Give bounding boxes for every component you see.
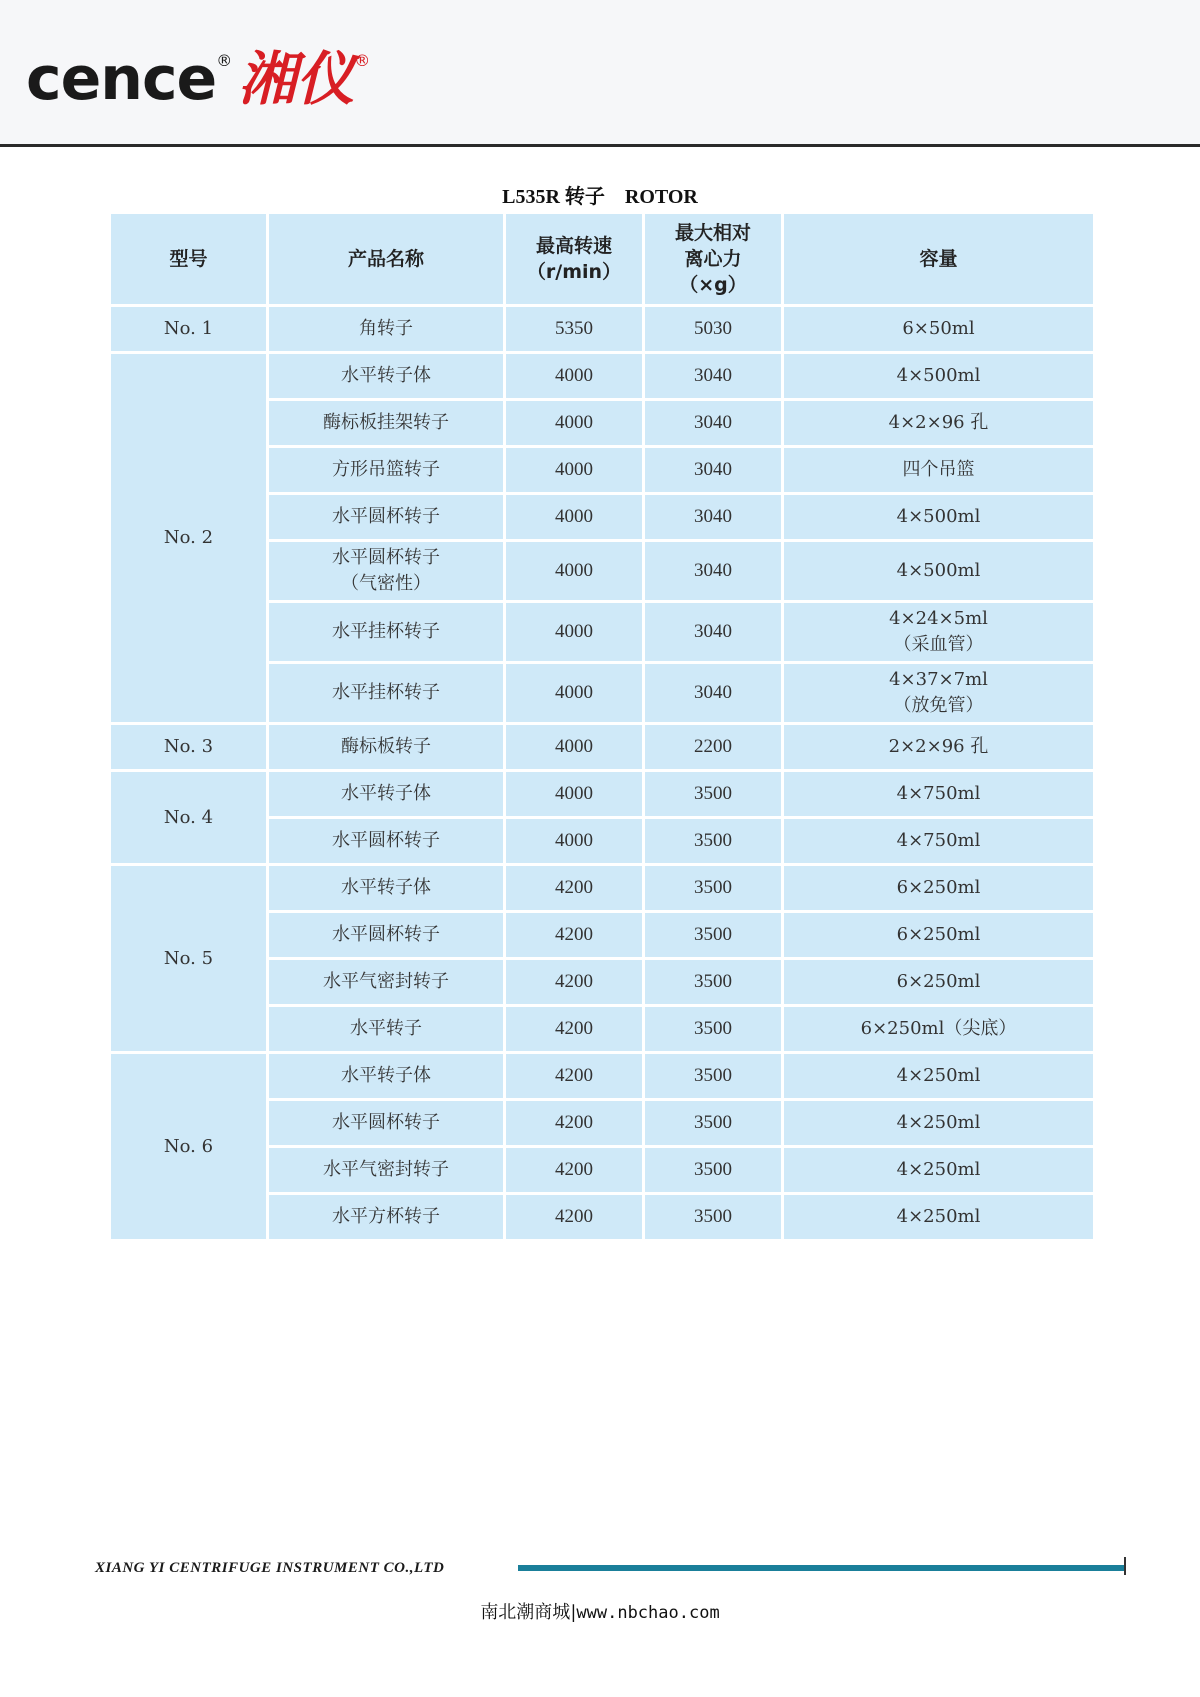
max-speed-cell: 4000 bbox=[506, 603, 642, 661]
capacity-cell: 4×500ml bbox=[784, 542, 1093, 600]
max-speed-cell: 4000 bbox=[506, 725, 642, 769]
table-header-row bbox=[111, 214, 1093, 304]
footer-accent-bar bbox=[518, 1565, 1126, 1571]
model-cell: No. 6 bbox=[111, 1054, 266, 1239]
product-name-cell: 酶标板转子 bbox=[269, 725, 503, 769]
capacity-cell: 4×250ml bbox=[784, 1195, 1093, 1239]
product-name-cell: 水平挂杯转子 bbox=[269, 603, 503, 661]
header-rcf: 最大相对 离心力 （×g） bbox=[645, 214, 781, 304]
product-name-cell: 水平圆杯转子 bbox=[269, 1101, 503, 1145]
max-rcf-cell: 3040 bbox=[645, 542, 781, 600]
capacity-cell: 4×750ml bbox=[784, 819, 1093, 863]
max-rcf-cell: 3500 bbox=[645, 1101, 781, 1145]
registered-mark-cn: ® bbox=[354, 51, 371, 70]
header-name: 产品名称 bbox=[269, 214, 503, 304]
capacity-cell: 4×500ml bbox=[784, 354, 1093, 398]
product-name-cell: 水平圆杯转子 bbox=[269, 819, 503, 863]
max-speed-cell: 4000 bbox=[506, 448, 642, 492]
table-row bbox=[111, 354, 1093, 398]
header-divider bbox=[0, 144, 1200, 147]
max-speed-cell: 5350 bbox=[506, 307, 642, 351]
max-rcf-cell: 3500 bbox=[645, 1054, 781, 1098]
logo-cn-text: 湘仪 bbox=[238, 45, 355, 113]
max-speed-cell: 4000 bbox=[506, 664, 642, 722]
product-name-cell: 酶标板挂架转子 bbox=[269, 401, 503, 445]
header-speed: 最高转速 （r/min） bbox=[506, 214, 642, 304]
max-rcf-cell: 3040 bbox=[645, 354, 781, 398]
product-name-cell: 水平转子体 bbox=[269, 354, 503, 398]
max-rcf-cell: 3040 bbox=[645, 664, 781, 722]
max-rcf-cell: 3500 bbox=[645, 1007, 781, 1051]
max-rcf-cell: 3040 bbox=[645, 603, 781, 661]
max-speed-cell: 4200 bbox=[506, 1148, 642, 1192]
capacity-cell: 4×250ml bbox=[784, 1054, 1093, 1098]
footer-site bbox=[0, 1598, 1200, 1624]
capacity-cell: 4×24×5ml （采血管） bbox=[784, 603, 1093, 661]
max-rcf-cell: 3500 bbox=[645, 1195, 781, 1239]
footer-site-url[interactable]: www.nbchao.com bbox=[576, 1603, 720, 1623]
table-row bbox=[111, 307, 1093, 351]
capacity-cell: 6×50ml bbox=[784, 307, 1093, 351]
table-row bbox=[111, 772, 1093, 816]
max-speed-cell: 4200 bbox=[506, 1195, 642, 1239]
rotor-spec-table bbox=[108, 211, 1096, 1242]
table-body bbox=[111, 307, 1093, 1239]
model-cell: No. 5 bbox=[111, 866, 266, 1051]
footer-separator: | bbox=[570, 1602, 577, 1623]
max-rcf-cell: 2200 bbox=[645, 725, 781, 769]
max-rcf-cell: 3500 bbox=[645, 819, 781, 863]
capacity-cell: 6×250ml（尖底） bbox=[784, 1007, 1093, 1051]
max-speed-cell: 4000 bbox=[506, 495, 642, 539]
max-speed-cell: 4200 bbox=[506, 866, 642, 910]
capacity-cell: 6×250ml bbox=[784, 866, 1093, 910]
model-cell: No. 4 bbox=[111, 772, 266, 863]
product-name-cell: 水平圆杯转子 （气密性） bbox=[269, 542, 503, 600]
footer-company-name: XIANG YI CENTRIFUGE INSTRUMENT CO.,LTD bbox=[95, 1560, 445, 1576]
product-name-cell: 水平气密封转子 bbox=[269, 960, 503, 1004]
max-rcf-cell: 3500 bbox=[645, 772, 781, 816]
product-name-cell: 水平圆杯转子 bbox=[269, 495, 503, 539]
capacity-cell: 四个吊篮 bbox=[784, 448, 1093, 492]
capacity-cell: 4×500ml bbox=[784, 495, 1093, 539]
table-title: L535R 转子 ROTOR bbox=[502, 186, 698, 208]
max-rcf-cell: 5030 bbox=[645, 307, 781, 351]
max-rcf-cell: 3500 bbox=[645, 1148, 781, 1192]
product-name-cell: 水平方杯转子 bbox=[269, 1195, 503, 1239]
max-speed-cell: 4200 bbox=[506, 960, 642, 1004]
registered-mark: ® bbox=[216, 51, 233, 70]
max-speed-cell: 4000 bbox=[506, 542, 642, 600]
max-speed-cell: 4200 bbox=[506, 913, 642, 957]
product-name-cell: 水平转子体 bbox=[269, 1054, 503, 1098]
model-cell: No. 2 bbox=[111, 354, 266, 722]
capacity-cell: 4×250ml bbox=[784, 1101, 1093, 1145]
product-name-cell: 水平挂杯转子 bbox=[269, 664, 503, 722]
capacity-cell: 4×250ml bbox=[784, 1148, 1093, 1192]
product-name-cell: 水平转子体 bbox=[269, 772, 503, 816]
table-row bbox=[111, 866, 1093, 910]
max-rcf-cell: 3040 bbox=[645, 495, 781, 539]
header-model: 型号 bbox=[111, 214, 266, 304]
table-row bbox=[111, 725, 1093, 769]
max-speed-cell: 4000 bbox=[506, 772, 642, 816]
max-speed-cell: 4000 bbox=[506, 354, 642, 398]
max-rcf-cell: 3500 bbox=[645, 913, 781, 957]
capacity-cell: 4×2×96 孔 bbox=[784, 401, 1093, 445]
capacity-cell: 2×2×96 孔 bbox=[784, 725, 1093, 769]
product-name-cell: 角转子 bbox=[269, 307, 503, 351]
model-cell: No. 3 bbox=[111, 725, 266, 769]
product-name-cell: 水平圆杯转子 bbox=[269, 913, 503, 957]
capacity-cell: 4×750ml bbox=[784, 772, 1093, 816]
capacity-cell: 6×250ml bbox=[784, 960, 1093, 1004]
footer-site-name: 南北潮商城 bbox=[480, 1602, 571, 1623]
capacity-cell: 6×250ml bbox=[784, 913, 1093, 957]
max-speed-cell: 4200 bbox=[506, 1054, 642, 1098]
max-rcf-cell: 3500 bbox=[645, 960, 781, 1004]
model-cell: No. 1 bbox=[111, 307, 266, 351]
max-speed-cell: 4000 bbox=[506, 819, 642, 863]
product-name-cell: 方形吊篮转子 bbox=[269, 448, 503, 492]
brand-logo bbox=[26, 44, 370, 114]
max-speed-cell: 4200 bbox=[506, 1007, 642, 1051]
product-name-cell: 水平转子 bbox=[269, 1007, 503, 1051]
max-speed-cell: 4000 bbox=[506, 401, 642, 445]
header-capacity: 容量 bbox=[784, 214, 1093, 304]
max-rcf-cell: 3500 bbox=[645, 866, 781, 910]
max-rcf-cell: 3040 bbox=[645, 448, 781, 492]
max-speed-cell: 4200 bbox=[506, 1101, 642, 1145]
logo-en-text: cence bbox=[26, 44, 217, 114]
capacity-cell: 4×37×7ml （放免管） bbox=[784, 664, 1093, 722]
product-name-cell: 水平转子体 bbox=[269, 866, 503, 910]
product-name-cell: 水平气密封转子 bbox=[269, 1148, 503, 1192]
max-rcf-cell: 3040 bbox=[645, 401, 781, 445]
table-row bbox=[111, 1054, 1093, 1098]
footer-bar-end bbox=[1124, 1557, 1126, 1575]
